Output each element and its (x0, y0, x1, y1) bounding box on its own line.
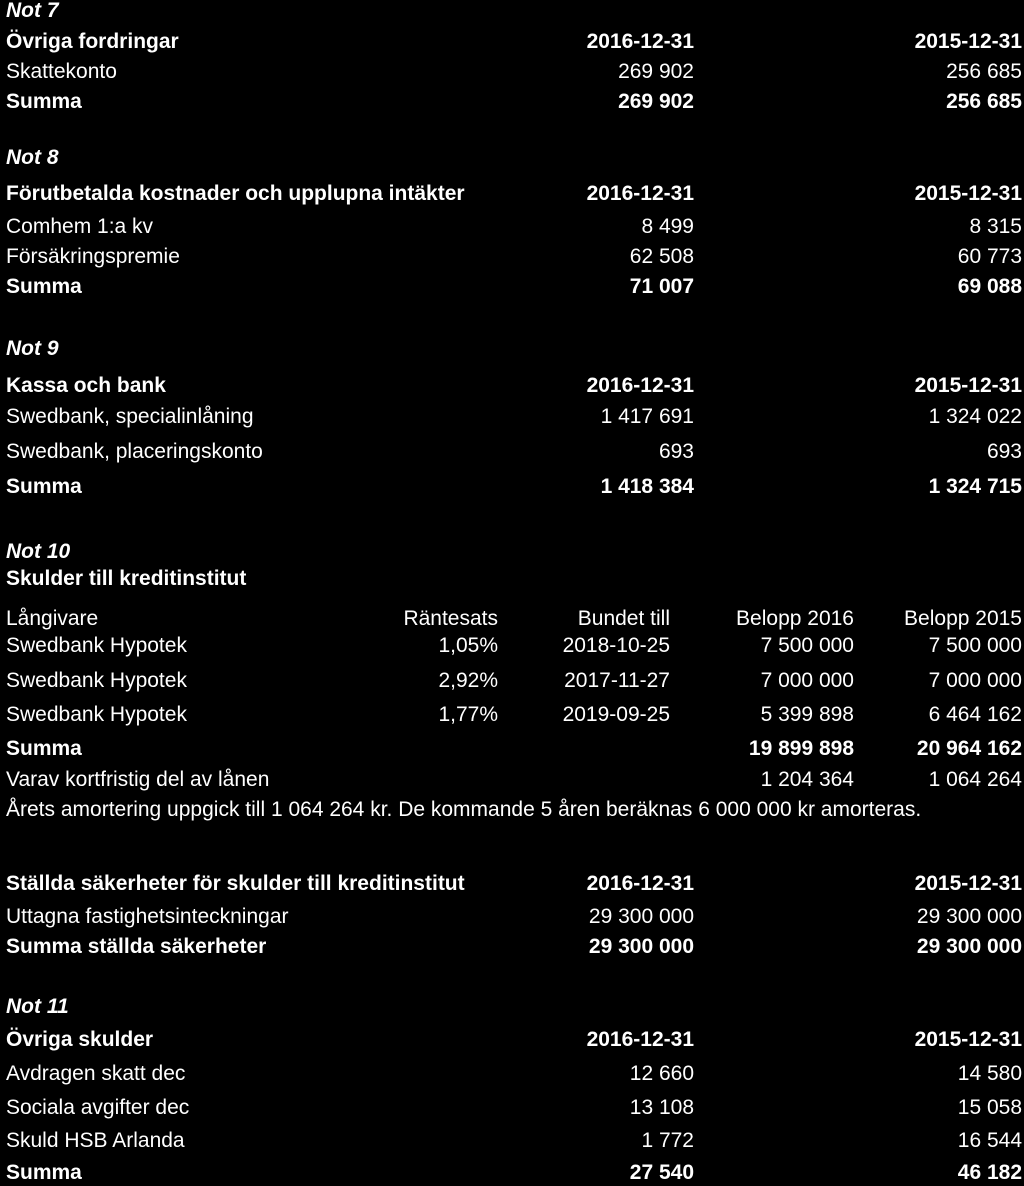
note-8-row-2015: 8 315 (969, 215, 1022, 238)
note-7-label: Not 7 (6, 0, 59, 22)
loan-short-term-label: Varav kortfristig del av lånen (6, 768, 270, 791)
note-9-sum-label: Summa (6, 475, 82, 498)
note-11-row-2015: 16 544 (957, 1129, 1022, 1152)
note-9-col-2016: 2016-12-31 (586, 374, 694, 397)
note-7-col-2015: 2015-12-31 (914, 30, 1022, 53)
note-11-col-2016: 2016-12-31 (586, 1028, 694, 1051)
loan-row-lender: Swedbank Hypotek (6, 669, 187, 692)
note-9-label: Not 9 (6, 337, 59, 360)
note-10-label: Not 10 (6, 540, 71, 563)
amortization-note: Årets amortering uppgick till 1 064 264 kr. De kommande 5 åren beräknas 6 000 000 kr amorteras. (6, 798, 922, 821)
note-7-sum-2016: 269 902 (618, 90, 694, 113)
loan-header-rate: Räntesats (403, 607, 498, 630)
loan-row-bound: 2019-09-25 (562, 703, 670, 726)
loan-header-2016: Belopp 2016 (736, 607, 854, 630)
loan-row-bound: 2017-11-27 (564, 669, 670, 692)
note-9-sum-2015: 1 324 715 (928, 475, 1022, 498)
note-11-heading: Övriga skulder (6, 1028, 154, 1051)
note-9-row-2015: 1 324 022 (928, 405, 1022, 428)
loan-row-lender: Swedbank Hypotek (6, 703, 187, 726)
note-7-row-2016: 269 902 (618, 60, 694, 83)
pledged-sum-label: Summa ställda säkerheter (6, 935, 267, 958)
pledged-row-label: Uttagna fastighetsinteckningar (6, 905, 289, 928)
note-11-row-2015: 15 058 (957, 1096, 1022, 1119)
note-9-row-2016: 693 (658, 440, 694, 463)
loan-row-bound: 2018-10-25 (562, 634, 670, 657)
pledged-row-2016: 29 300 000 (588, 905, 694, 928)
loan-header-lender: Långivare (6, 607, 99, 630)
note-7-sum-2015: 256 685 (946, 90, 1022, 113)
pledged-sum-2015: 29 300 000 (916, 935, 1022, 958)
note-7-heading: Övriga fordringar (6, 30, 179, 53)
loan-row-2015: 7 000 000 (928, 669, 1022, 692)
note-11-sum-2015: 46 182 (957, 1161, 1022, 1184)
note-8-row-label: Comhem 1:a kv (6, 215, 154, 238)
loan-short-term-2016: 1 204 364 (760, 768, 854, 791)
note-7-sum-label: Summa (6, 90, 82, 113)
loan-row-rate: 1,05% (438, 634, 498, 657)
loan-row-lender: Swedbank Hypotek (6, 634, 187, 657)
loan-short-term-2015: 1 064 264 (928, 768, 1022, 791)
loan-row-2015: 6 464 162 (928, 703, 1022, 726)
note-7-row-2015: 256 685 (946, 60, 1022, 83)
note-8-row-2016: 62 508 (629, 245, 694, 268)
loan-row-2016: 7 500 000 (760, 634, 854, 657)
note-11-row-2016: 1 772 (641, 1129, 694, 1152)
note-7-row-label: Skattekonto (6, 60, 117, 83)
note-8-sum-label: Summa (6, 275, 82, 298)
loan-row-rate: 2,92% (438, 669, 498, 692)
note-11-label: Not 11 (6, 995, 69, 1018)
note-9-sum-2016: 1 418 384 (600, 475, 694, 498)
loan-row-2015: 7 500 000 (928, 634, 1022, 657)
note-9-heading: Kassa och bank (6, 374, 166, 397)
pledged-row-2015: 29 300 000 (916, 905, 1022, 928)
note-8-label: Not 8 (6, 146, 59, 169)
note-11-row-label: Avdragen skatt dec (6, 1062, 186, 1085)
note-9-col-2015: 2015-12-31 (914, 374, 1022, 397)
note-11-row-2016: 12 660 (629, 1062, 694, 1085)
note-8-heading: Förutbetalda kostnader och upplupna intäkter (6, 182, 465, 205)
note-8-col-2016: 2016-12-31 (586, 182, 694, 205)
note-8-row-label: Försäkringspremie (6, 245, 180, 268)
note-8-row-2016: 8 499 (641, 215, 694, 238)
pledged-sum-2016: 29 300 000 (588, 935, 694, 958)
loan-sum-2015: 20 964 162 (916, 737, 1022, 760)
note-8-col-2015: 2015-12-31 (914, 182, 1022, 205)
note-11-col-2015: 2015-12-31 (914, 1028, 1022, 1051)
note-11-row-label: Sociala avgifter dec (6, 1096, 190, 1119)
note-10-heading: Skulder till kreditinstitut (6, 567, 247, 590)
note-11-sum-2016: 27 540 (629, 1161, 694, 1184)
loan-row-2016: 7 000 000 (760, 669, 854, 692)
note-9-row-2015: 693 (986, 440, 1022, 463)
loan-sum-2016: 19 899 898 (748, 737, 854, 760)
note-11-row-2016: 13 108 (629, 1096, 694, 1119)
note-8-sum-2015: 69 088 (957, 275, 1022, 298)
pledged-col-2016: 2016-12-31 (586, 872, 694, 895)
loan-row-2016: 5 399 898 (760, 703, 854, 726)
note-9-row-2016: 1 417 691 (600, 405, 694, 428)
note-7-col-2016: 2016-12-31 (586, 30, 694, 53)
loan-row-rate: 1,77% (438, 703, 498, 726)
pledged-col-2015: 2015-12-31 (914, 872, 1022, 895)
loan-sum-label: Summa (6, 737, 82, 760)
note-11-sum-label: Summa (6, 1161, 82, 1184)
note-9-row-label: Swedbank, specialinlåning (6, 405, 254, 428)
note-8-row-2015: 60 773 (957, 245, 1022, 268)
note-8-sum-2016: 71 007 (629, 275, 694, 298)
loan-header-2015: Belopp 2015 (904, 607, 1022, 630)
pledged-heading: Ställda säkerheter för skulder till kreditinstitut (6, 872, 465, 895)
note-11-row-label: Skuld HSB Arlanda (6, 1129, 185, 1152)
loan-header-bound: Bundet till (577, 607, 670, 630)
note-9-row-label: Swedbank, placeringskonto (6, 440, 263, 463)
note-11-row-2015: 14 580 (957, 1062, 1022, 1085)
